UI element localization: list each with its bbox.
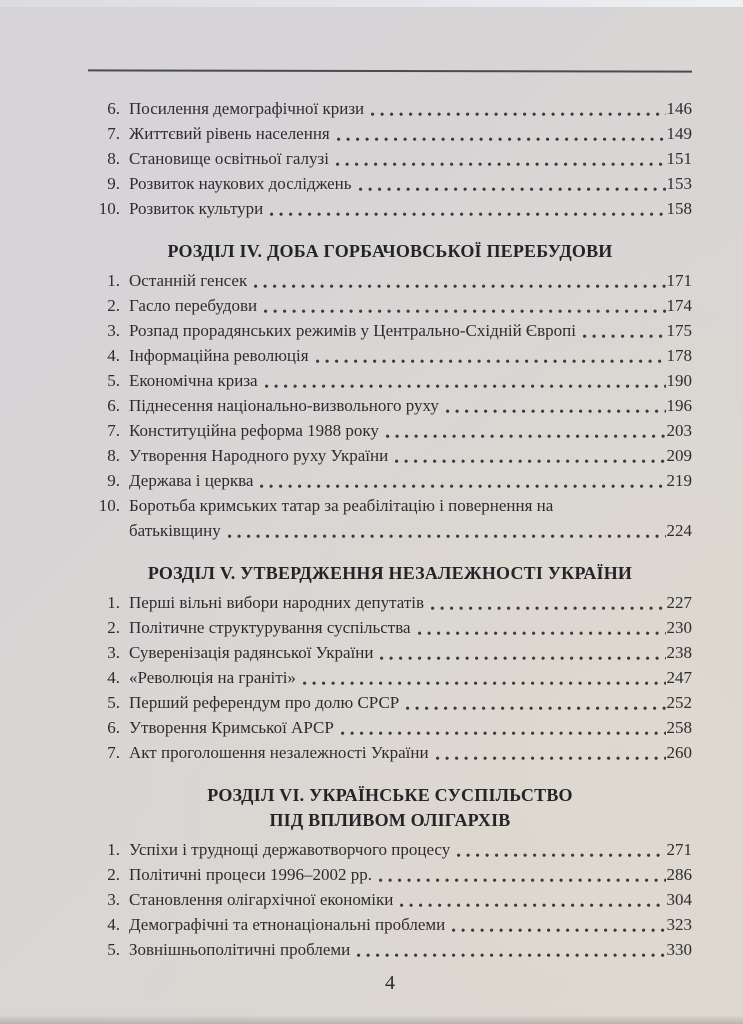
dot-leader (395, 459, 665, 464)
scan-edge-bottom (0, 1015, 743, 1024)
toc-entry (88, 715, 692, 740)
toc-section (88, 96, 692, 221)
entry-number: 7. (107, 421, 120, 440)
dot-leader (337, 137, 666, 142)
toc-entry (88, 121, 692, 146)
dot-leader (371, 112, 665, 117)
entry-number: 4. (107, 915, 120, 934)
entry-number: 1. (107, 271, 120, 290)
entry-title: Піднесення національно-визвольного руху (129, 396, 439, 415)
toc-entry (88, 368, 692, 393)
dot-leader (316, 359, 666, 364)
entry-number: 3. (107, 643, 120, 662)
entry-number: 2. (107, 618, 120, 637)
entry-title: Конституційна реформа 1988 року (129, 421, 379, 440)
entry-number: 6. (107, 396, 120, 415)
entry-title: Гасло перебудови (129, 296, 258, 315)
toc-entry (88, 293, 692, 318)
dot-leader (436, 756, 666, 761)
toc-entry (88, 837, 692, 862)
entry-title: батьківщину (129, 521, 221, 540)
dot-leader (379, 878, 666, 883)
dot-leader (418, 631, 666, 636)
dot-leader (359, 187, 666, 192)
entry-number: 8. (107, 446, 120, 465)
dot-leader (380, 656, 665, 661)
entry-title: Розвиток культури (129, 199, 264, 218)
toc-entry (88, 468, 692, 493)
toc-entry (88, 343, 692, 368)
entry-number: 4. (107, 668, 120, 687)
toc-entry (88, 862, 692, 887)
entry-number: 3. (107, 890, 120, 909)
toc-entry (88, 590, 692, 615)
entry-title: Держава і церква (129, 471, 254, 490)
entry-title: Боротьба кримських татар за реабілітацію і повернення на (129, 496, 554, 515)
entry-title: Акт проголошення незалежності України (129, 743, 429, 762)
entry-page: 151 (666, 149, 692, 168)
folio-page-number: 4 (385, 972, 395, 994)
entry-title: Становище освітньої галузі (129, 149, 329, 168)
entry-number: 9. (107, 471, 120, 490)
entry-page: 149 (666, 124, 692, 143)
entry-page: 286 (666, 865, 692, 884)
toc-entry (88, 690, 692, 715)
entry-number: 2. (107, 865, 120, 884)
toc-entry (88, 912, 692, 937)
entry-title: Перший референдум про долю СРСР (129, 693, 400, 712)
entry-page: 209 (666, 446, 692, 465)
toc-entry (88, 740, 692, 765)
entry-number: 3. (107, 321, 120, 340)
toc-entry (88, 418, 692, 443)
toc-entry (88, 96, 692, 121)
entry-title: Розпад прорадянських режимів у Центрально-Східній Європі (129, 321, 576, 340)
entry-number: 1. (107, 593, 120, 612)
toc-section (88, 239, 692, 543)
dot-leader (457, 853, 665, 858)
entry-title: Посилення демографічної кризи (129, 99, 365, 118)
entry-title: Успіхи і труднощі державотворчого процесу (129, 840, 451, 859)
section-heading-line: РОЗДІЛ VI. УКРАЇНСЬКЕ СУСПІЛЬСТВО (207, 785, 573, 805)
entry-number: 5. (107, 371, 120, 390)
toc-entry (88, 268, 692, 293)
dot-leader (336, 162, 666, 167)
entry-number: 2. (107, 296, 120, 315)
entry-title: Перші вільні вибори народних депутатів (129, 593, 425, 612)
dot-leader (254, 284, 665, 289)
toc-entry (88, 665, 692, 690)
entry-title: Утворення Кримської АРСР (129, 718, 334, 737)
toc-entry (88, 196, 692, 221)
entry-page: 224 (666, 521, 692, 540)
entry-page: 153 (666, 174, 692, 193)
entry-number: 1. (107, 840, 120, 859)
entry-number: 6. (107, 718, 120, 737)
entry-page: 247 (666, 668, 692, 687)
entry-number: 10. (98, 199, 120, 218)
toc-entry (88, 393, 692, 418)
dot-leader (270, 212, 665, 217)
entry-title: Останній генсек (129, 271, 248, 290)
entry-number: 9. (107, 174, 120, 193)
toc-entry (88, 937, 692, 962)
toc-section (88, 783, 692, 962)
toc-entry (88, 518, 692, 543)
entry-title: Утворення Народного руху України (129, 446, 389, 465)
entry-title: Економічна криза (129, 371, 258, 390)
toc-entry (88, 887, 692, 912)
entry-page: 171 (666, 271, 692, 290)
entry-page: 174 (666, 296, 692, 315)
entry-title: Зовнішньополітичні проблеми (129, 940, 351, 959)
entry-page: 304 (666, 890, 692, 909)
entry-number: 7. (107, 743, 120, 762)
entry-page: 230 (666, 618, 692, 637)
dot-leader (446, 409, 666, 414)
dot-leader (303, 681, 666, 686)
section-heading-line: РОЗДІЛ IV. ДОБА ГОРБАЧОВСЬКОЇ ПЕРЕБУДОВИ (167, 241, 613, 261)
toc-entry (88, 493, 692, 518)
dot-leader (260, 484, 665, 489)
dot-leader (431, 606, 665, 611)
entry-page: 227 (666, 593, 692, 612)
entry-page: 178 (666, 346, 692, 365)
table-of-contents (88, 96, 692, 962)
section-heading-line: РОЗДІЛ V. УТВЕРДЖЕННЯ НЕЗАЛЕЖНОСТІ УКРАЇНИ (147, 563, 633, 583)
section-heading (88, 783, 692, 833)
entry-page: 258 (666, 718, 692, 737)
scan-edge-top (0, 0, 743, 7)
dot-leader (357, 953, 665, 958)
entry-page: 196 (666, 396, 692, 415)
toc-entry (88, 640, 692, 665)
entry-page: 252 (666, 693, 692, 712)
entry-page: 260 (666, 743, 692, 762)
entry-title: «Революція на граніті» (129, 668, 296, 687)
toc-entry (88, 443, 692, 468)
entry-number: 10. (98, 496, 120, 515)
entry-title: Політичне структурування суспільства (129, 618, 411, 637)
entry-title: Суверенізація радянської України (129, 643, 374, 662)
dot-leader (406, 706, 665, 711)
section-heading (88, 239, 692, 264)
dot-leader (265, 384, 666, 389)
section-heading-line: ПІД ВПЛИВОМ ОЛІГАРХІВ (269, 810, 511, 830)
entry-title: Демографічні та етнонаціональні проблеми (129, 915, 446, 934)
entry-title: Становлення олігархічної економіки (129, 890, 394, 909)
toc-entry (88, 146, 692, 171)
entry-title: Інформаційна революція (129, 346, 309, 365)
entry-number: 8. (107, 149, 120, 168)
dot-leader (228, 534, 666, 539)
dot-leader (264, 309, 665, 314)
entry-number: 7. (107, 124, 120, 143)
dot-leader (583, 334, 666, 339)
entry-number: 4. (107, 346, 120, 365)
toc-entry (88, 318, 692, 343)
entry-title: Політичні процеси 1996–2002 рр. (129, 865, 372, 884)
entry-number: 6. (107, 99, 120, 118)
dot-leader (452, 928, 665, 933)
entry-page: 175 (666, 321, 692, 340)
entry-page: 330 (666, 940, 692, 959)
entry-page: 146 (666, 99, 692, 118)
header-rule (88, 69, 692, 72)
entry-number: 5. (107, 940, 120, 959)
entry-page: 271 (666, 840, 692, 859)
entry-page: 190 (666, 371, 692, 390)
entry-page: 323 (666, 915, 692, 934)
entry-title: Розвиток наукових досліджень (129, 174, 352, 193)
dot-leader (341, 731, 666, 736)
entry-title: Життєвий рівень населення (129, 124, 330, 143)
dot-leader (400, 903, 665, 908)
entry-page: 238 (666, 643, 692, 662)
toc-section (88, 561, 692, 765)
toc-entry (88, 171, 692, 196)
toc-entry (88, 615, 692, 640)
dot-leader (386, 434, 666, 439)
entry-page: 219 (666, 471, 692, 490)
entry-page: 203 (666, 421, 692, 440)
entry-page: 158 (666, 199, 692, 218)
section-heading (88, 561, 692, 586)
entry-number: 5. (107, 693, 120, 712)
